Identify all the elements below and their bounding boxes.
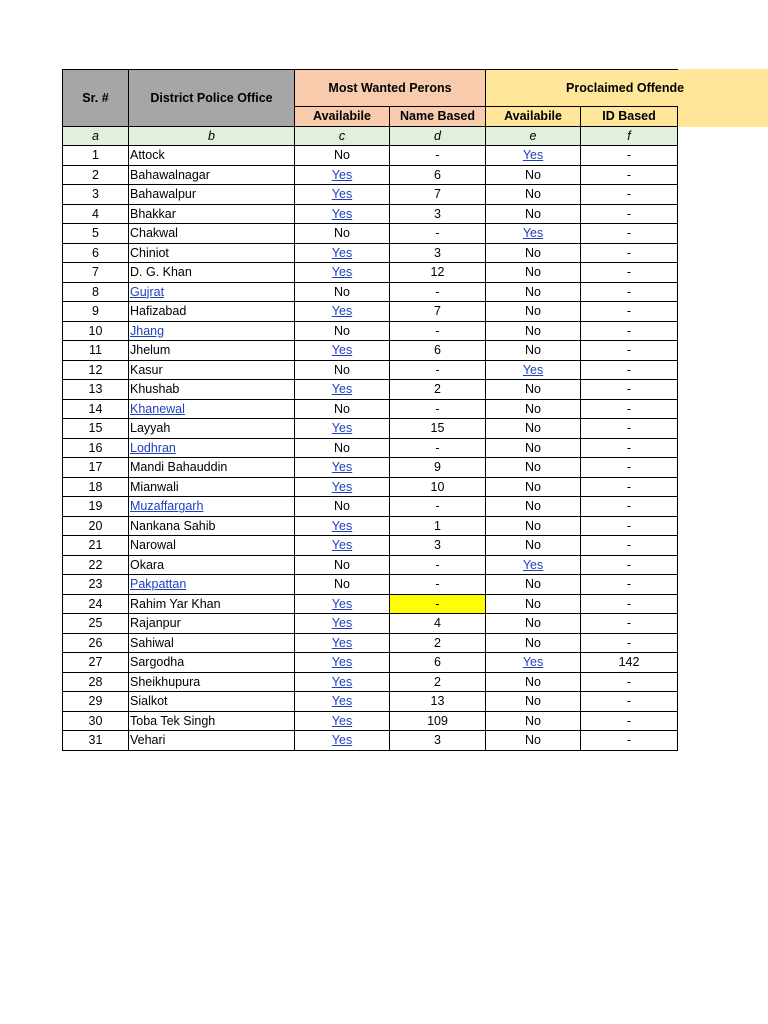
name-based-cell: - [390,497,486,517]
proclaimed-available-cell: No [486,321,581,341]
most-wanted-available-cell [295,731,390,751]
id-based-cell: - [581,692,678,712]
most-wanted-available-cell-link[interactable]: Yes [331,616,353,631]
id-based-cell: - [581,165,678,185]
sr-cell: 1 [63,146,129,166]
proclaimed-available-cell [486,146,581,166]
col-d-header: Name Based [390,107,486,127]
name-based-cell: 1 [390,516,486,536]
most-wanted-available-cell-link[interactable]: Yes [331,421,353,436]
table-row [63,302,678,322]
sr-header: Sr. # [63,70,129,127]
name-based-cell: 3 [390,731,486,751]
name-based-cell: 6 [390,341,486,361]
id-based-cell: - [581,672,678,692]
letter-a: a [63,126,129,146]
most-wanted-available-cell [295,165,390,185]
table-row [63,458,678,478]
id-based-cell: - [581,243,678,263]
proclaimed-available-cell: No [486,497,581,517]
proclaimed-available-cell: No [486,575,581,595]
most-wanted-available-cell [295,243,390,263]
id-based-cell: - [581,419,678,439]
name-based-cell: 9 [390,458,486,478]
sr-cell: 11 [63,341,129,361]
proclaimed-available-cell: No [486,243,581,263]
most-wanted-available-cell-link[interactable]: Yes [331,655,353,670]
sr-cell: 17 [63,458,129,478]
table-row [63,555,678,575]
proclaimed-available-cell-link[interactable]: Yes [522,362,544,377]
most-wanted-available-cell [295,302,390,322]
most-wanted-available-cell [295,263,390,283]
most-wanted-available-cell: No [295,146,390,166]
table-row [63,731,678,751]
name-based-cell: 6 [390,653,486,673]
id-based-cell: - [581,380,678,400]
letter-c: c [295,126,390,146]
district-cell-link[interactable]: Pakpattan [130,577,187,592]
district-header: District Police Office [129,70,295,127]
district-cell-link[interactable]: Gujrat [130,284,165,299]
table-row [63,438,678,458]
most-wanted-available-cell [295,594,390,614]
name-based-cell: 12 [390,263,486,283]
table-row [63,380,678,400]
name-based-cell: 3 [390,243,486,263]
table-row [63,497,678,517]
district-cell: Hafizabad [129,302,295,322]
most-wanted-available-cell [295,633,390,653]
proclaimed-available-cell: No [486,458,581,478]
table-row [63,575,678,595]
district-cell: Kasur [129,360,295,380]
sr-cell: 8 [63,282,129,302]
table-row [63,146,678,166]
district-cell [129,497,295,517]
id-based-cell: - [581,263,678,283]
id-based-cell: - [581,555,678,575]
district-cell-link[interactable]: Muzaffargarh [130,499,204,514]
proclaimed-available-cell: No [486,536,581,556]
id-based-cell: - [581,321,678,341]
district-cell-link[interactable]: Jhang [130,323,165,338]
most-wanted-available-cell-link[interactable]: Yes [331,304,353,319]
id-based-cell: - [581,731,678,751]
table-row [63,594,678,614]
table-row [63,672,678,692]
id-based-cell: - [581,341,678,361]
table-row [63,692,678,712]
name-based-cell: 109 [390,711,486,731]
proclaimed-available-cell: No [486,185,581,205]
district-cell: Sahiwal [129,633,295,653]
table-row [63,321,678,341]
id-based-cell: - [581,185,678,205]
id-based-cell: - [581,146,678,166]
proclaimed-available-cell [486,555,581,575]
most-wanted-available-cell: No [295,399,390,419]
proclaimed-available-cell: No [486,419,581,439]
proclaimed-available-cell: No [486,614,581,634]
proclaimed-available-cell [486,360,581,380]
most-wanted-available-cell [295,458,390,478]
most-wanted-available-cell-link[interactable]: Yes [331,382,353,397]
sr-cell: 30 [63,711,129,731]
id-based-cell: - [581,536,678,556]
id-based-cell: - [581,360,678,380]
sr-cell: 13 [63,380,129,400]
sr-cell: 14 [63,399,129,419]
id-based-cell: - [581,711,678,731]
proclaimed-available-cell: No [486,711,581,731]
table-row [63,536,678,556]
district-cell: Attock [129,146,295,166]
most-wanted-available-cell-link[interactable]: Yes [331,343,353,358]
most-wanted-available-cell: No [295,224,390,244]
name-based-cell: - [390,555,486,575]
table-row [63,165,678,185]
name-based-cell: 13 [390,692,486,712]
table-row [63,633,678,653]
table-row [63,360,678,380]
proclaimed-available-cell: No [486,204,581,224]
proclaimed-available-cell: No [486,516,581,536]
id-based-cell: - [581,614,678,634]
proclaimed-available-cell [486,653,581,673]
district-cell [129,282,295,302]
proclaimed-available-cell [486,224,581,244]
district-cell: Vehari [129,731,295,751]
proclaimed-available-cell: No [486,692,581,712]
most-wanted-available-cell-link[interactable]: Yes [331,674,353,689]
proclaimed-offenders-title: Proclaimed Offende [566,81,685,95]
id-based-cell: - [581,302,678,322]
most-wanted-available-cell [295,672,390,692]
district-cell: Sialkot [129,692,295,712]
sr-cell: 26 [63,633,129,653]
sr-cell: 12 [63,360,129,380]
name-based-cell: - [390,146,486,166]
name-based-cell: 2 [390,633,486,653]
sr-cell: 10 [63,321,129,341]
table-row [63,516,678,536]
sr-cell: 7 [63,263,129,283]
name-based-cell: 4 [390,614,486,634]
most-wanted-available-cell [295,477,390,497]
most-wanted-available-cell: No [295,497,390,517]
sr-cell: 4 [63,204,129,224]
id-based-cell: - [581,282,678,302]
proclaimed-available-cell: No [486,263,581,283]
name-based-cell: - [390,399,486,419]
most-wanted-available-cell [295,692,390,712]
district-cell: Bahawalnagar [129,165,295,185]
sr-cell: 6 [63,243,129,263]
id-based-cell: - [581,224,678,244]
proclaimed-available-cell-link[interactable]: Yes [522,557,544,572]
district-cell: Okara [129,555,295,575]
most-wanted-available-cell [295,516,390,536]
proclaimed-available-cell: No [486,341,581,361]
proclaimed-available-cell-link[interactable]: Yes [522,655,544,670]
sr-cell: 25 [63,614,129,634]
district-cell: D. G. Khan [129,263,295,283]
most-wanted-available-cell [295,614,390,634]
most-wanted-available-cell [295,653,390,673]
district-table [62,69,678,751]
sr-cell: 21 [63,536,129,556]
district-cell: Bahawalpur [129,185,295,205]
most-wanted-available-cell: No [295,360,390,380]
sr-cell: 23 [63,575,129,595]
table-row [63,419,678,439]
proclaimed-available-cell: No [486,672,581,692]
most-wanted-available-cell [295,204,390,224]
name-based-cell: - [390,224,486,244]
col-c-header: Availabile [295,107,390,127]
most-wanted-available-cell-link[interactable]: Yes [331,479,353,494]
id-based-cell: - [581,516,678,536]
proclaimed-available-cell: No [486,633,581,653]
name-based-cell: - [390,282,486,302]
most-wanted-available-cell-link[interactable]: Yes [331,206,353,221]
district-cell: Toba Tek Singh [129,711,295,731]
most-wanted-available-cell [295,185,390,205]
col-f-header: ID Based [581,107,678,127]
name-based-cell: 7 [390,185,486,205]
name-based-cell: - [390,360,486,380]
proclaimed-available-cell: No [486,399,581,419]
name-based-cell: 2 [390,672,486,692]
district-cell: Nankana Sahib [129,516,295,536]
proclaimed-available-cell: No [486,380,581,400]
proclaimed-available-cell-link[interactable]: Yes [522,148,544,163]
name-based-cell: 3 [390,204,486,224]
id-based-cell: - [581,594,678,614]
col-e-header: Availabile [486,107,581,127]
most-wanted-available-cell: No [295,575,390,595]
sr-cell: 29 [63,692,129,712]
most-wanted-available-cell-link[interactable]: Yes [331,635,353,650]
most-wanted-available-cell [295,536,390,556]
most-wanted-available-cell-link[interactable]: Yes [331,596,353,611]
id-based-cell: - [581,204,678,224]
district-cell: Chakwal [129,224,295,244]
table-row [63,653,678,673]
district-cell-link[interactable]: Khanewal [130,401,185,416]
most-wanted-available-cell-link[interactable]: Yes [331,187,353,202]
id-based-cell: 142 [581,653,678,673]
district-cell: Mandi Bahauddin [129,458,295,478]
district-cell [129,321,295,341]
most-wanted-available-cell-link[interactable]: Yes [331,518,353,533]
proclaimed-header-band [676,69,768,127]
most-wanted-available-cell [295,380,390,400]
most-wanted-available-cell-link[interactable]: Yes [331,460,353,475]
id-based-cell: - [581,575,678,595]
table-row [63,614,678,634]
proclaimed-available-cell: No [486,594,581,614]
table-row [63,204,678,224]
proclaimed-available-cell-link[interactable]: Yes [522,226,544,241]
district-cell: Layyah [129,419,295,439]
table-row [63,399,678,419]
sr-cell: 15 [63,419,129,439]
table-row [63,711,678,731]
proclaimed-available-cell: No [486,477,581,497]
proclaimed-available-cell: No [486,731,581,751]
district-cell: Khushab [129,380,295,400]
most-wanted-available-cell [295,341,390,361]
name-based-cell: - [390,438,486,458]
sr-cell: 31 [63,731,129,751]
district-cell: Sargodha [129,653,295,673]
most-wanted-available-cell-link[interactable]: Yes [331,694,353,709]
id-based-cell: - [581,399,678,419]
most-wanted-available-cell [295,419,390,439]
most-wanted-available-cell [295,711,390,731]
letter-e: e [486,126,581,146]
name-based-cell: 15 [390,419,486,439]
sr-cell: 24 [63,594,129,614]
proclaimed-available-cell: No [486,438,581,458]
name-based-cell: - [390,321,486,341]
letter-d: d [390,126,486,146]
id-based-cell: - [581,477,678,497]
id-based-cell: - [581,438,678,458]
id-based-cell: - [581,458,678,478]
name-based-cell: 6 [390,165,486,185]
district-cell: Sheikhupura [129,672,295,692]
district-cell: Bhakkar [129,204,295,224]
table-row [63,224,678,244]
most-wanted-available-cell-link[interactable]: Yes [331,167,353,182]
most-wanted-available-cell-link[interactable]: Yes [331,538,353,553]
district-cell: Rahim Yar Khan [129,594,295,614]
sr-cell: 22 [63,555,129,575]
sr-cell: 27 [63,653,129,673]
table-row [63,243,678,263]
table-row [63,185,678,205]
name-based-cell: 2 [390,380,486,400]
district-cell [129,438,295,458]
name-based-cell: - [390,594,486,614]
sr-cell: 16 [63,438,129,458]
most-wanted-available-cell-link[interactable]: Yes [331,245,353,260]
name-based-cell: - [390,575,486,595]
sr-cell: 18 [63,477,129,497]
proclaimed-available-cell: No [486,302,581,322]
most-wanted-available-cell: No [295,438,390,458]
proclaimed-available-cell: No [486,165,581,185]
table-row [63,282,678,302]
most-wanted-header: Most Wanted Perons [295,70,486,107]
sr-cell: 20 [63,516,129,536]
district-cell: Rajanpur [129,614,295,634]
id-based-cell: - [581,633,678,653]
sr-cell: 2 [63,165,129,185]
proclaimed-available-cell: No [486,282,581,302]
table-row [63,477,678,497]
sr-cell: 5 [63,224,129,244]
most-wanted-available-cell-link[interactable]: Yes [331,733,353,748]
most-wanted-available-cell: No [295,321,390,341]
name-based-cell: 3 [390,536,486,556]
sr-cell: 28 [63,672,129,692]
sr-cell: 19 [63,497,129,517]
name-based-cell: 7 [390,302,486,322]
id-based-cell: - [581,497,678,517]
letter-b: b [129,126,295,146]
sr-cell: 3 [63,185,129,205]
table-row [63,341,678,361]
district-cell [129,575,295,595]
letter-f: f [581,126,678,146]
table-row [63,263,678,283]
most-wanted-available-cell: No [295,282,390,302]
letter-row [63,126,678,146]
most-wanted-available-cell-link[interactable]: Yes [331,713,353,728]
district-cell: Chiniot [129,243,295,263]
most-wanted-available-cell-link[interactable]: Yes [331,265,353,280]
most-wanted-available-cell: No [295,555,390,575]
sr-cell: 9 [63,302,129,322]
district-cell: Mianwali [129,477,295,497]
district-cell: Narowal [129,536,295,556]
district-cell: Jhelum [129,341,295,361]
district-cell-link[interactable]: Lodhran [130,440,176,455]
district-cell [129,399,295,419]
name-based-cell: 10 [390,477,486,497]
